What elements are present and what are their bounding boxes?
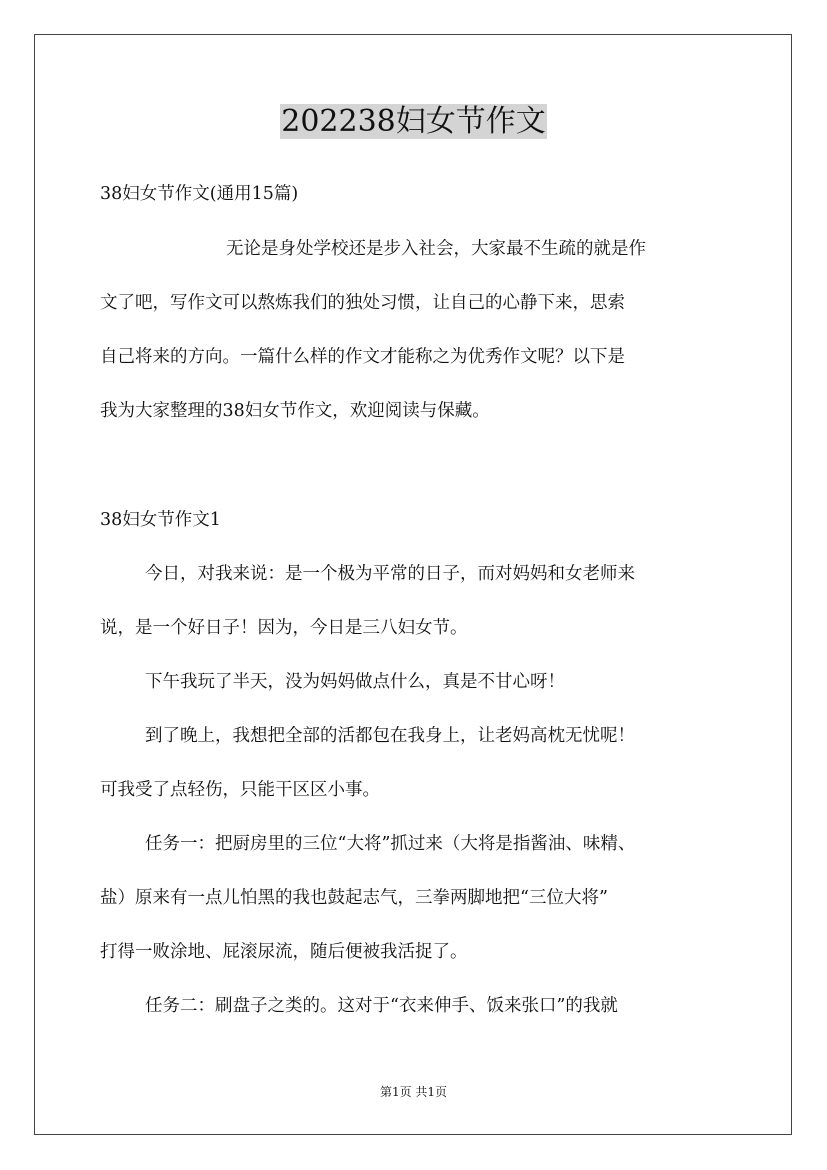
- page-number: 第1页 共1页: [379, 1085, 448, 1099]
- body-line-8: 打得一败涂地、屁滚尿流，随后便被我活捉了。: [100, 942, 468, 962]
- intro-line-4: 我为大家整理的38妇女节作文，欢迎阅读与保藏。: [100, 401, 490, 421]
- body-line-7: 盐）原来有一点儿怕黑的我也鼓起志气，三拳两脚地把“三位大将”: [100, 888, 608, 908]
- body-line-2: 说，是一个好日子！因为，今日是三八妇女节。: [100, 618, 468, 638]
- intro-line-2: 文了吧，写作文可以熬炼我们的独处习惯，让自己的心静下来，思索: [100, 293, 625, 313]
- document-title-text: 202238妇女节作文: [281, 104, 546, 139]
- body-line-9: 任务二：刷盘子之类的。这对于“衣来伸手、饭来张口”的我就: [145, 996, 618, 1016]
- body-line-3: 下午我玩了半天，没为妈妈做点什么，真是不甘心呀！: [145, 672, 565, 692]
- section-heading: 38妇女节作文1: [100, 510, 221, 530]
- body-line-4: 到了晚上，我想把全部的活都包在我身上，让老妈高枕无忧呢！: [145, 726, 635, 746]
- intro-line-3: 自己将来的方向。一篇什么样的作文才能称之为优秀作文呢？以下是: [100, 347, 625, 367]
- body-line-6: 任务一：把厨房里的三位“大将”抓过来（大将是指酱油、味精、: [145, 834, 636, 854]
- body-line-1: 今日，对我来说：是一个极为平常的日子，而对妈妈和女老师来: [145, 564, 635, 584]
- document-subtitle: 38妇女节作文(通用15篇): [100, 184, 299, 204]
- document-title: [0, 102, 827, 142]
- intro-line-1: 无论是身处学校还是步入社会，大家最不生疏的就是作: [226, 239, 646, 259]
- body-line-5: 可我受了点轻伤，只能干区区小事。: [100, 780, 380, 800]
